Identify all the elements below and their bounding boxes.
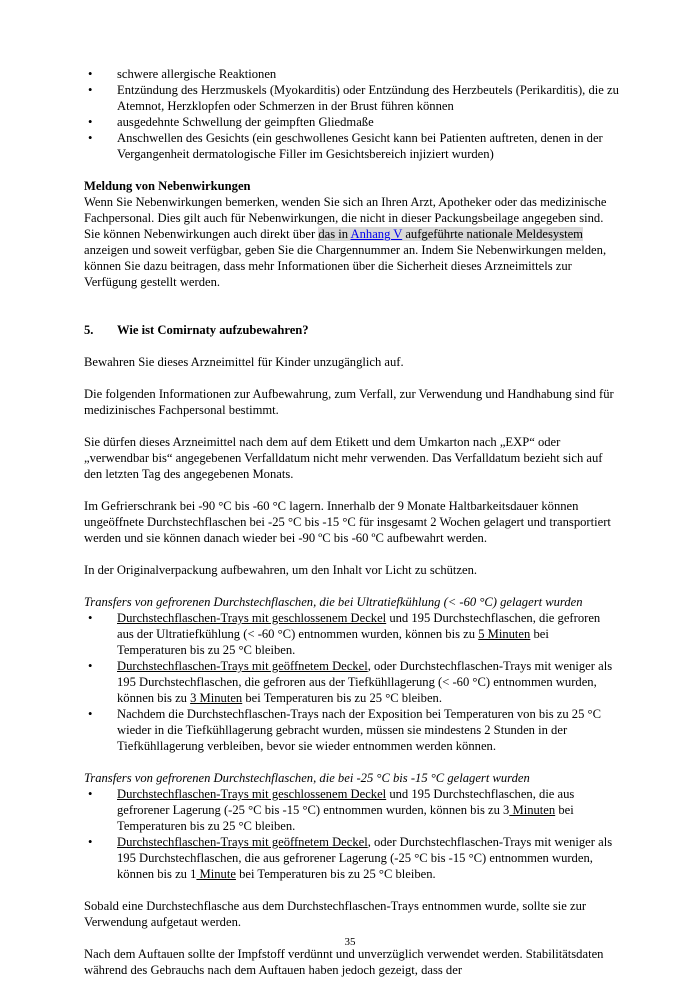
section-heading [84, 322, 619, 338]
transfer-frozen-list [84, 786, 619, 882]
paragraph: Sobald eine Durchstechflasche aus dem Durchstechflaschen-Trays entnommen wurde, sollte sie zur Verwendung aufgetaut werden. [84, 899, 587, 929]
list-item: • Nachdem die Durchstechflaschen-Trays nach der Exposition bei Temperaturen von bis zu 25 °C wieder in die Tiefkühllagerung gebracht wurden, müssen sie mindestens 2 Stunden in der Tiefkühllagerung verbleiben, bevor sie wieder entnommen werden können. [84, 706, 619, 754]
list-item: • Entzündung des Herzmuskels (Myokarditis) oder Entzündung des Herzbeutels (Perikarditis), die zu Atemnot, Herzklopfen oder Schmerzen in der Brust führen können [84, 82, 619, 114]
list-item: • Durchstechflaschen-Trays mit geschlossenem Deckel und 195 Durchstechflaschen, die aus gefrorener Lagerung (-25 °C bis -15 °C) entnommen wurden, können bis zu 3 Minuten bei Temperaturen bis zu 25 °C bleiben. [84, 786, 619, 834]
section-title: Wie ist Comirnaty aufzubewahren? [117, 323, 309, 337]
paragraph: Im Gefrierschrank bei -90 °C bis -60 °C lagern. Innerhalb der 9 Monate Haltbarkeitsdauer können ungeöffnete Durchstechflaschen bei -25 °C bis -15 °C für insgesamt 2 Wochen gelagert und transportiert werden und sie können danach wieder bei -90 ºC bis -60 ºC aufbewahrt werden. [84, 499, 611, 545]
paragraph: Nach dem Auftauen sollte der Impfstoff verdünnt und unverzüglich verwendet werden. Stabilitätsdaten während des Gebrauchs nach dem Auftauen haben jedoch gezeigt, dass der [84, 947, 604, 977]
list-item: • Durchstechflaschen-Trays mit geöffnetem Deckel, oder Durchstechflaschen-Trays mit weniger als 195 Durchstechflaschen, die aus gefrorener Lagerung (-25 °C bis -15 °C) entnommen wurden, können bis zu 1 Minute bei Temperaturen bis zu 25 °C bleiben. [84, 834, 619, 882]
transfer-ultra-list [84, 610, 619, 754]
annex-v-link[interactable]: Anhang V [350, 227, 403, 241]
paragraph: Bewahren Sie dieses Arzneimittel für Kinder unzugänglich auf. [84, 355, 404, 369]
reporting-paragraph: Wenn Sie Nebenwirkungen bemerken, wenden Sie sich an Ihren Arzt, Apotheker oder das medizinische Fachpersonal. Dies gilt auch für Nebenwirkungen, die nicht in dieser Packungsbeilage angegeben sind. Sie können Nebenwirkungen auch direkt über das in Anhang V aufgeführte nationale Meldesystem anzeigen und soweit verfügbar, geben Sie die Chargennummer an. Indem Sie Nebenwirkungen melden, können Sie dazu beitragen, dass mehr Informationen über die Sicherheit dieses Arzneimittels zur Verfügung gestellt werden. [84, 195, 607, 289]
side-effects-list [84, 66, 619, 162]
list-item: • Durchstechflaschen-Trays mit geschlossenem Deckel und 195 Durchstechflaschen, die gefroren aus der Ultratiefkühlung (< -60 °C) entnommen wurden, können bis zu 5 Minuten bei Temperaturen bis zu 25 °C bleiben. [84, 610, 619, 658]
transfer-frozen-heading: Transfers von gefrorenen Durchstechflaschen, die bei -25 °C bis -15 °C gelagert wurden [84, 771, 530, 785]
list-item: • schwere allergische Reaktionen [84, 66, 619, 82]
page-number: 35 [344, 936, 356, 948]
reporting-heading: Meldung von Nebenwirkungen [84, 179, 251, 193]
transfer-ultra-heading: Transfers von gefrorenen Durchstechflaschen, die bei Ultratiefkühlung (< -60 °C) gelagert wurden [84, 595, 583, 609]
list-item: • Durchstechflaschen-Trays mit geöffnetem Deckel, oder Durchstechflaschen-Trays mit weniger als 195 Durchstechflaschen, die gefroren aus der Tiefkühllagerung (< -60 °C) entnommen wurden, können bis zu 3 Minuten bei Temperaturen bis zu 25 °C bleiben. [84, 658, 619, 706]
paragraph: In der Originalverpackung aufbewahren, um den Inhalt vor Licht zu schützen. [84, 563, 478, 577]
page-content [84, 66, 619, 978]
paragraph: Sie dürfen dieses Arzneimittel nach dem auf dem Etikett und dem Umkarton nach „EXP“ oder „verwendbar bis“ angegebenen Verfalldatum nicht mehr verwenden. Das Verfalldatum bezieht sich auf den letzten Tag des angegebenen Monats. [84, 435, 603, 481]
paragraph: Die folgenden Informationen zur Aufbewahrung, zum Verfall, zur Verwendung und Handhabung sind für medizinisches Fachpersonal bestimmt. [84, 387, 614, 417]
section-number: 5. [84, 323, 94, 337]
list-item: • Anschwellen des Gesichts (ein geschwollenes Gesicht kann bei Patienten auftreten, denen in der Vergangenheit dermatologische Filler im Gesichtsbereich injiziert wurden) [84, 130, 619, 162]
highlighted-text: das in Anhang V aufgeführte nationale Meldesystem [318, 227, 583, 241]
list-item: • ausgedehnte Schwellung der geimpften Gliedmaße [84, 114, 619, 130]
